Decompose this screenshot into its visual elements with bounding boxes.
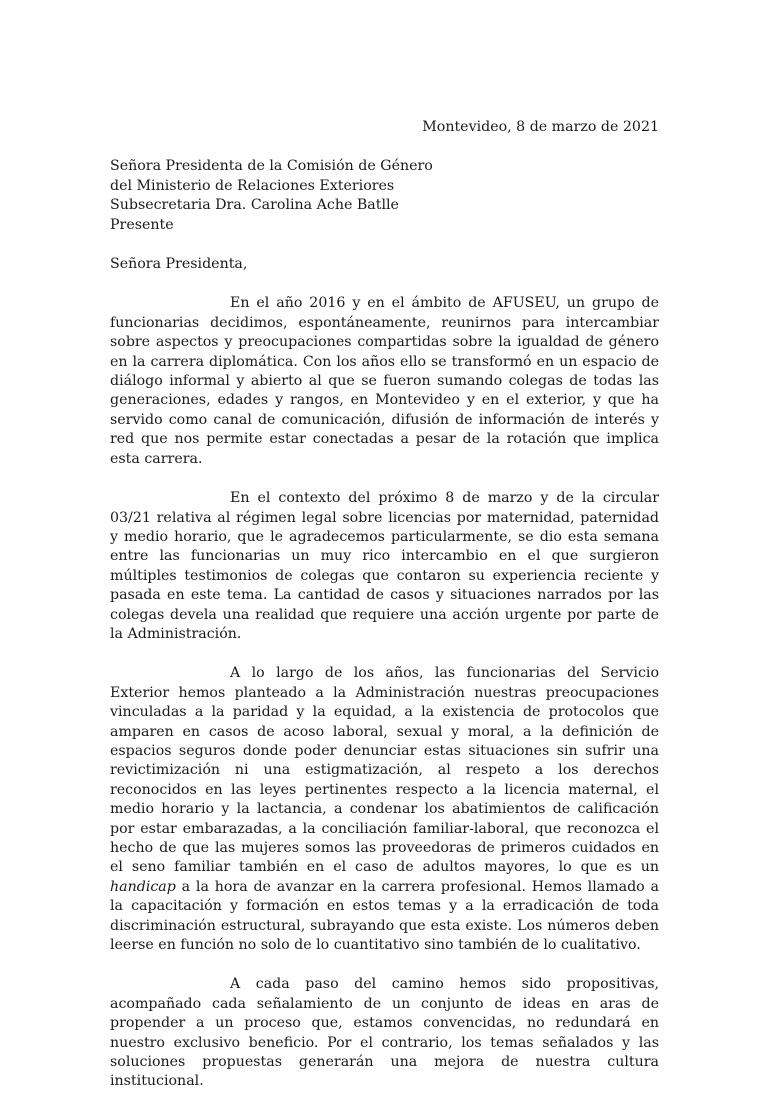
body-paragraph: En el contexto del próximo 8 de marzo y de la circular 03/21 relativa al régimen legal sobre licencias por maternidad, paternidad y medio horario, que le agradecemos particularmente, se dio esta semana entre las funcionarias un muy rico intercambio en el que surgieron múltiples testimonios de colegas que contaron su experiencia reciente y pasada en este tema. La cantidad de casos y situaciones narrados por las colegas devela una realidad que requiere una acción urgente por parte de la Administración.: [110, 490, 659, 642]
recipient-line: Subsecretaria Dra. Carolina Ache Batlle: [110, 197, 399, 214]
body-paragraph: A lo largo de los años, las funcionarias del Servicio Exterior hemos planteado a la Administración nuestras preocupaciones vinculadas a la paridad y la equidad, a la existencia de protocolos que amparen en casos de acoso laboral, sexual y moral, a la definición de espacios seguros donde poder denunciar estas situaciones sin sufrir una revictimización ni una estigmatización, al respeto a los derechos reconocidos en las leyes pertinentes respecto a la licencia maternal, el medio horario y la lactancia, a condenar los abatimientos de calificación por estar embarazadas, a la conciliación familiar-laboral, que reconozca el hecho de que las mujeres somos las proveedoras de primeros cuidados en el seno familiar también en el caso de adultos mayores, lo que es un handicap a la hora de avanzar en la carrera profesional. Hemos llamado a la capacitación y formación en estos temas y a la erradicación de toda discriminación estructural, subrayando que esta existe. Los números deben leerse en función no solo de lo cuantitativo sino también de lo cualitativo.: [110, 665, 659, 954]
recipient-line: Señora Presidenta de la Comisión de Género: [110, 158, 433, 175]
emphasized-word: handicap: [110, 878, 176, 895]
recipient-line: del Ministerio de Relaciones Exteriores: [110, 177, 395, 194]
recipient-block: [110, 157, 659, 235]
letter-date: Montevideo, 8 de marzo de 2021: [422, 119, 659, 135]
letter-page: [110, 118, 659, 1112]
body-paragraph: En el año 2016 y en el ámbito de AFUSEU, un grupo de funcionarias decidimos, espontáneamente, reunirnos para intercambiar sobre aspectos y preocupaciones compartidas sobre la igualdad de género en la carrera diplomática. Con los años ello se transformó en un espacio de diálogo informal y abierto al que se fueron sumando colegas de todas las generaciones, edades y rangos, en Montevideo y en el exterior, y que ha servido como canal de comunicación, difusión de información de interés y red que nos permite estar conectadas a pesar de la rotación que implica esta carrera.: [110, 295, 659, 467]
salutation: Señora Presidenta,: [110, 256, 248, 273]
recipient-line: Presente: [110, 216, 174, 233]
body-paragraph: A cada paso del camino hemos sido propositivas, acompañado cada señalamiento de un conjunto de ideas en aras de propender a un proceso que, estamos convencidas, no redundará en nuestro exclusivo beneficio. Por el contrario, los temas señalados y las soluciones propuestas generarán una mejora de nuestra cultura institucional.: [110, 976, 659, 1090]
